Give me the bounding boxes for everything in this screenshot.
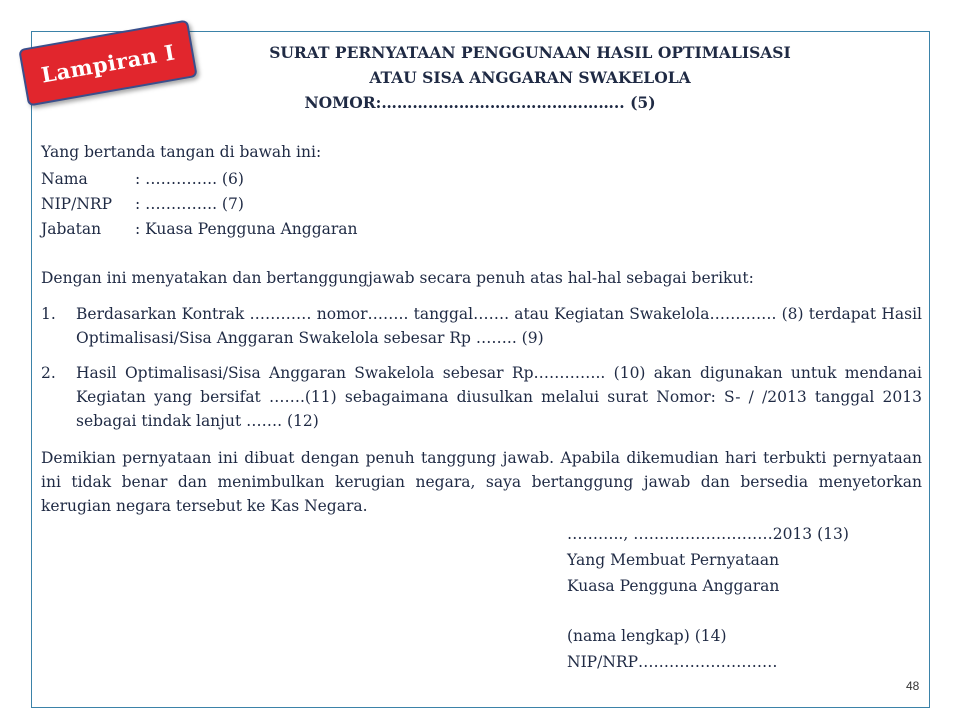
list-item-2: Hasil Optimalisasi/Sisa Anggaran Swakelola sebesar Rp………….. (10) akan digunakan untuk mendanai Kegiatan yang bersifat …….(11) sebagaimana diusulkan melalui surat Nomor: S- / /2013 tanggal 2013 sebagai tindak lanjut ……. (12) — [76, 364, 922, 430]
field-label: NIP/NRP — [41, 195, 112, 213]
title-number-line: NOMOR:……………………………………….. (5) — [304, 93, 656, 112]
list-item-1: Berdasarkan Kontrak ………… nomor…….. tanggal……. atau Kegiatan Swakelola…………. (8) terdapat Hasil Optimalisasi/Sisa Anggaran Swakelola sebesar Rp …….. (9) — [76, 305, 922, 347]
page-number: 48 — [906, 679, 920, 693]
signature-name: (nama lengkap) (14) — [567, 627, 727, 645]
field-row-nip — [41, 192, 244, 216]
field-label: Nama — [41, 170, 88, 188]
field-row-nama — [41, 167, 244, 191]
badge-label: Lampiran I — [39, 38, 177, 88]
field-value: : ………….. (7) — [135, 195, 244, 213]
field-value: : Kuasa Pengguna Anggaran — [135, 220, 358, 238]
field-label: Jabatan — [41, 220, 102, 238]
signature-date: ……….., ………………………2013 (13) — [567, 525, 849, 543]
title-line-2: ATAU SISA ANGGARAN SWAKELOLA — [369, 68, 691, 87]
signature-role: Yang Membuat Pernyataan — [567, 551, 780, 569]
list-number: 1. — [41, 305, 56, 323]
closing-paragraph: Demikian pernyataan ini dibuat dengan penuh tanggung jawab. Apabila dikemudian hari terbukti pernyataan ini tidak benar dan menimbulkan kerugian negara, saya bertanggung jawab dan bersedia menyetorkan kerugian negara tersebut ke Kas Negara. — [41, 449, 922, 515]
field-value: : ………….. (6) — [135, 170, 244, 188]
statement-text: Dengan ini menyatakan dan bertanggungjawab secara penuh atas hal-hal sebagai berikut: — [41, 269, 754, 287]
field-row-jabatan — [41, 217, 358, 241]
signature-position: Kuasa Pengguna Anggaran — [567, 577, 780, 595]
intro-text: Yang bertanda tangan di bawah ini: — [41, 143, 322, 161]
document-title — [0, 40, 960, 115]
list-number: 2. — [41, 364, 56, 382]
title-line-1: SURAT PERNYATAAN PENGGUNAAN HASIL OPTIMALISASI — [269, 43, 791, 62]
signature-nip: NIP/NRP……………………… — [567, 653, 778, 671]
